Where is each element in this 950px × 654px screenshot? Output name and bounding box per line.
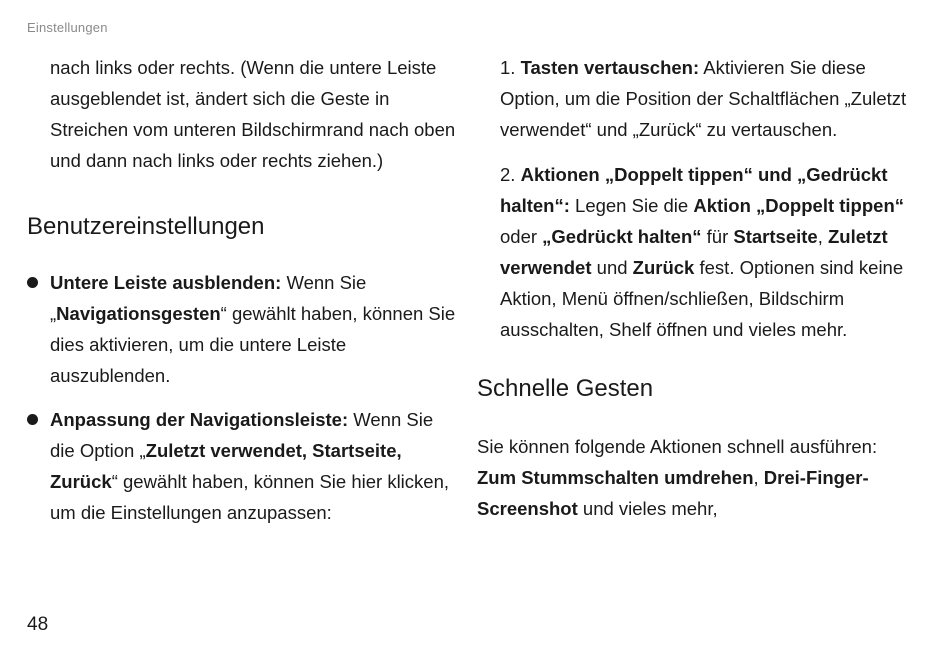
bullet-icon bbox=[27, 414, 38, 425]
bullet-navbar-customization bbox=[27, 404, 457, 528]
quick-gestures-paragraph: Sie können folgende Aktionen schnell ausführen: Zum Stummschalten umdrehen, Drei-Finger-Screenshot und vieles mehr, bbox=[477, 436, 878, 519]
section-title-quick-gestures: Schnelle Gesten bbox=[477, 375, 654, 402]
section-title-user-settings: Benutzereinstellungen bbox=[27, 213, 265, 240]
page-number: 48 bbox=[27, 614, 49, 635]
right-column bbox=[477, 52, 907, 524]
bullet-text: Anpassung der Navigationsleiste: Wenn Sie die Option „Zuletzt verwendet, Startseite, Zurück“ gewählt haben, können Sie hier klicken, um die Einstellungen anzupassen: bbox=[50, 409, 450, 523]
numbered-item-1: 1. Tasten vertauschen: Aktivieren Sie diese Option, um die Position der Schaltflächen „Zuletzt verwendet“ und „Zurück“ zu vertauschen. bbox=[500, 57, 907, 140]
bullet-icon bbox=[27, 277, 38, 288]
bullet-hide-bottom-bar bbox=[27, 267, 457, 391]
bullet-text: Untere Leiste ausblenden: Wenn Sie „Navigationsgesten“ gewählt haben, können Sie dies aktivieren, um die untere Leiste auszublenden. bbox=[50, 272, 456, 386]
intro-paragraph: nach links oder rechts. (Wenn die untere Leiste ausgeblendet ist, ändert sich die Geste in Streichen vom unteren Bildschirmrand nach oben und dann nach links oder rechts ziehen.) bbox=[50, 57, 456, 171]
page-header: Einstellungen bbox=[27, 20, 108, 35]
numbered-item-2: 2. Aktionen „Doppelt tippen“ und „Gedrückt halten“: Legen Sie die Aktion „Doppelt tippen“ oder „Gedrückt halten“ für Startseite, Zuletzt verwendet und Zurück fest. Optionen sind keine Aktion, Menü öffnen/schließen, Bildschirm ausschalten, Shelf öffnen und vieles mehr. bbox=[500, 164, 905, 340]
left-column bbox=[27, 52, 457, 528]
